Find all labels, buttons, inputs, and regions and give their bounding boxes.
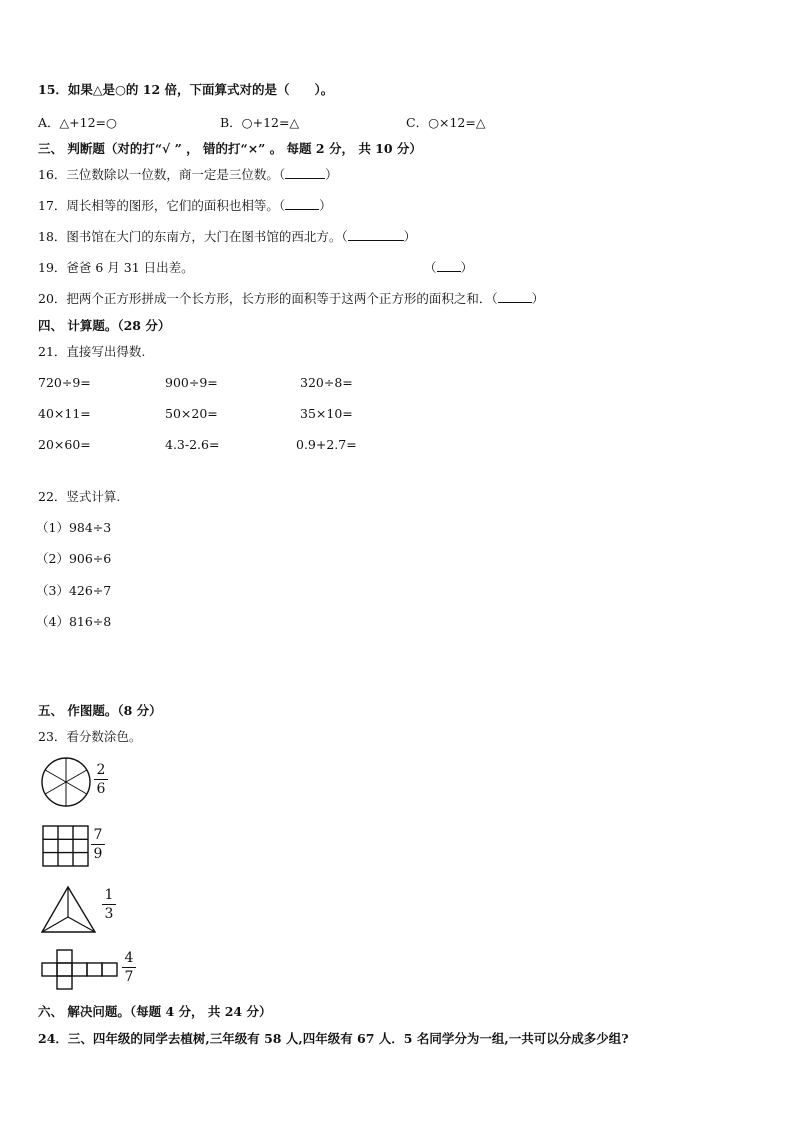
close-paren: ）: [460, 260, 474, 275]
question-15: 15．如果△是○的 12 倍，下面算式对的是（ ）。: [38, 82, 334, 97]
question-20: [38, 291, 544, 307]
denominator: 7: [124, 969, 134, 985]
fraction-3: [102, 887, 116, 922]
question-18: [38, 229, 416, 245]
question-22: 22．竖式计算.: [38, 489, 121, 504]
calc-item: 720÷9=: [38, 375, 91, 390]
close-paren: ）: [403, 229, 417, 244]
question-18-text: 18．图书馆在大门的东南方，大门在图书馆的西北方。（: [38, 229, 348, 244]
denominator: 3: [104, 906, 114, 922]
close-paren: ）: [325, 167, 338, 182]
q15-option-c: C．○×12=△: [406, 115, 486, 130]
vertical-calc-item: （4）816÷8: [36, 614, 112, 629]
vertical-calc-item: （1）984÷3: [36, 520, 112, 535]
calc-item: 40×11=: [38, 406, 91, 421]
numerator: 7: [93, 827, 103, 843]
fraction-4: [122, 950, 136, 985]
vertical-calc-item: （2）906÷6: [36, 551, 112, 566]
q15-option-a: A．△+12=○: [38, 115, 117, 130]
fraction-2: [91, 827, 105, 862]
close-paren: ）: [531, 291, 545, 306]
question-20-text: 20．把两个正方形拼成一个长方形，长方形的面积等于这两个正方形的面积之和．（: [38, 291, 498, 306]
section-4-title: 四、 计算题。（28 分）: [38, 318, 171, 333]
denominator: 6: [96, 781, 106, 797]
open-paren: （: [424, 260, 437, 275]
circle-sixths-figure: [40, 756, 92, 808]
calc-item: 50×20=: [165, 406, 218, 421]
answer-blank[interactable]: [498, 291, 532, 303]
question-19-answer: [424, 260, 473, 276]
numerator: 1: [104, 887, 114, 903]
question-19-text: 19．爸爸 6 月 31 日出差。: [38, 260, 194, 275]
answer-blank[interactable]: [437, 260, 461, 272]
fraction-bar: [91, 844, 105, 845]
cross-net-sevenths-figure: [41, 950, 123, 990]
answer-blank[interactable]: [285, 167, 325, 179]
question-23: 23．看分数涂色。: [38, 729, 142, 744]
answer-blank[interactable]: [285, 198, 319, 210]
question-16: [38, 167, 338, 183]
triangle-thirds-figure: [40, 885, 98, 935]
section-5-title: 五、 作图题。（8 分）: [38, 703, 162, 718]
fraction-1: [94, 762, 108, 797]
calc-item: 900÷9=: [165, 375, 218, 390]
question-21: 21．直接写出得数.: [38, 344, 146, 359]
q15-option-b: B．○+12=△: [220, 115, 300, 130]
calc-item: 20×60=: [38, 437, 91, 452]
numerator: 4: [124, 950, 134, 966]
question-16-text: 16．三位数除以一位数，商一定是三位数。（: [38, 167, 286, 182]
question-17: [38, 198, 332, 214]
calc-item: 35×10=: [300, 406, 353, 421]
denominator: 9: [93, 846, 103, 862]
numerator: 2: [96, 762, 106, 778]
close-paren: ）: [319, 198, 332, 213]
vertical-calc-item: （3）426÷7: [36, 583, 112, 598]
calc-item: 0.9+2.7=: [296, 437, 357, 452]
fraction-bar: [102, 904, 116, 905]
question-24: 24．三、四年级的同学去植树,三年级有 58 人,四年级有 67 人．5 名同学分为一组,一共可以分成多少组?: [38, 1031, 629, 1046]
calc-item: 320÷8=: [300, 375, 353, 390]
grid-ninths-figure: [42, 825, 90, 867]
calc-item: 4.3-2.6=: [165, 437, 220, 452]
question-17-text: 17．周长相等的图形，它们的面积也相等。（: [38, 198, 286, 213]
answer-blank[interactable]: [348, 229, 404, 241]
question-19: [38, 260, 194, 276]
section-6-title: 六、 解决问题。（每题 4 分， 共 24 分）: [38, 1004, 272, 1019]
fraction-bar: [122, 967, 136, 968]
fraction-bar: [94, 779, 108, 780]
section-3-title: 三、 判断题（对的打“√ ” ， 错的打“×” 。 每题 2 分， 共 10 分）: [38, 141, 422, 156]
